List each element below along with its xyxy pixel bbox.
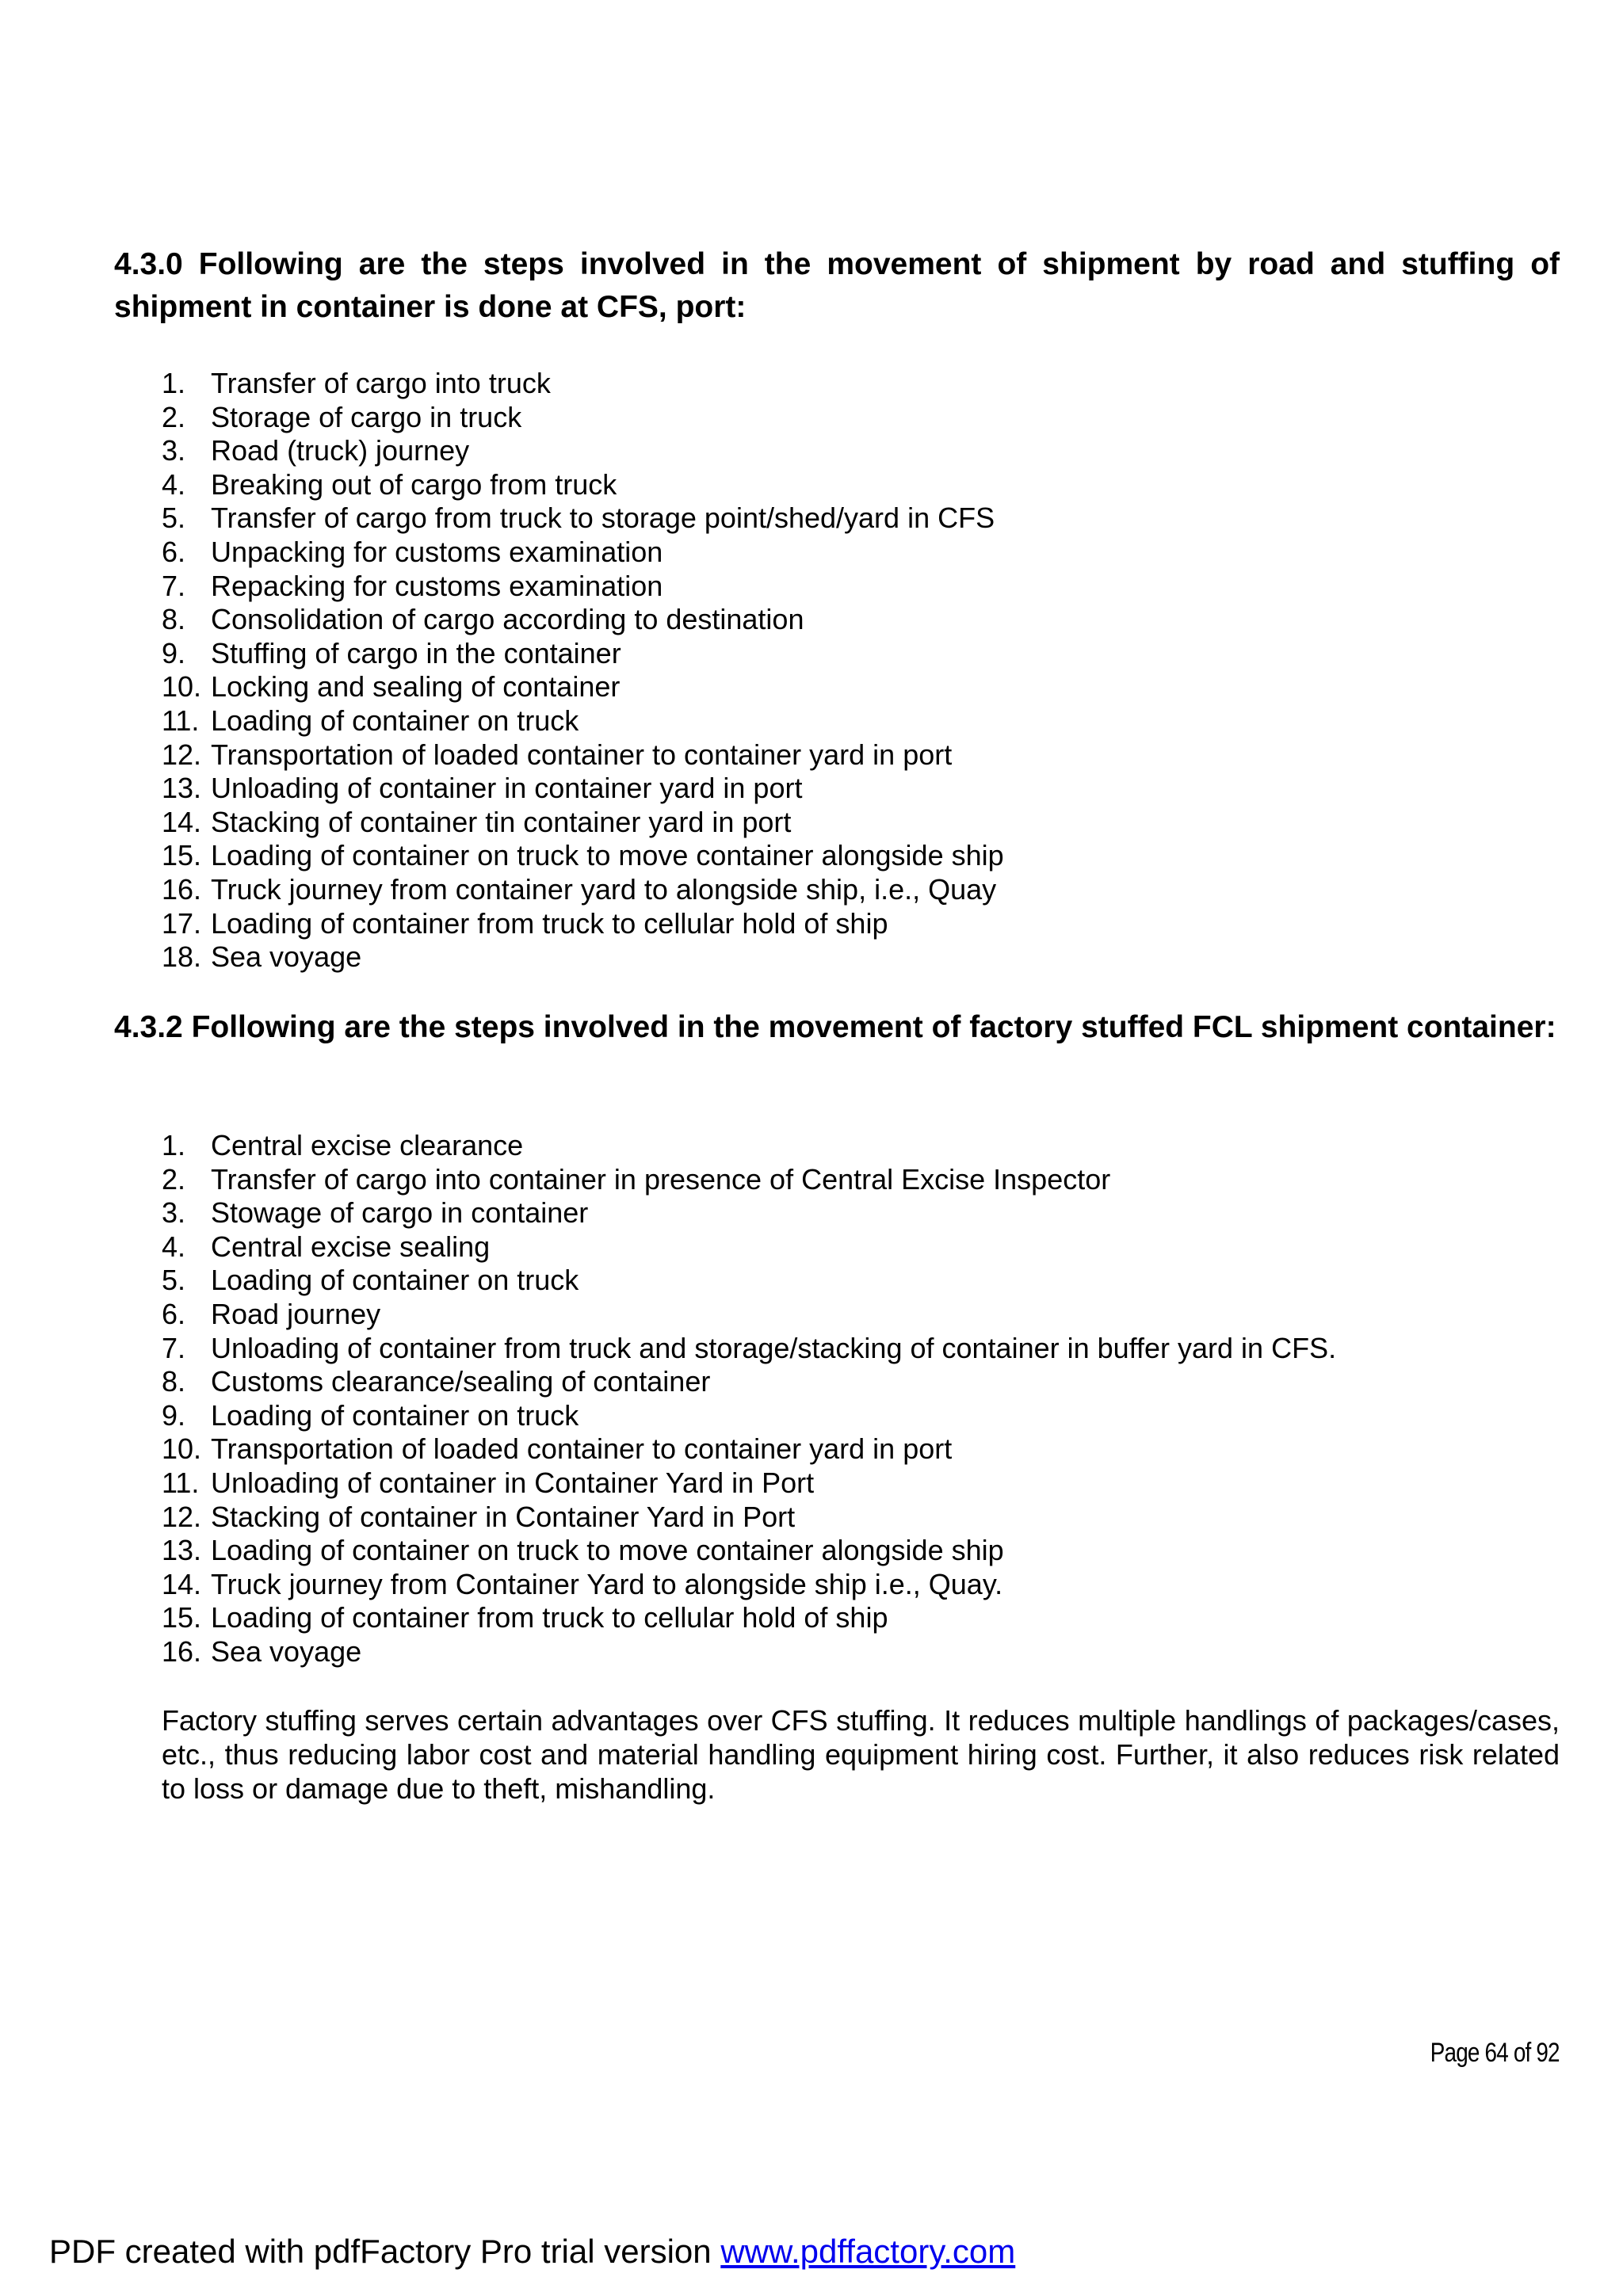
list-item: [162, 603, 1560, 637]
step-text: Road journey: [211, 1297, 381, 1330]
steps-list-factory-stuffed: [162, 1129, 1560, 1669]
step-number: 8.: [162, 603, 186, 636]
step-number: 15.: [162, 1601, 202, 1634]
list-item: [162, 570, 1560, 604]
step-number: 13.: [162, 772, 202, 805]
step-number: 15.: [162, 839, 202, 872]
step-number: 5.: [162, 1264, 186, 1297]
step-text: Breaking out of cargo from truck: [211, 467, 617, 501]
step-text: Customs clearance/sealing of container: [211, 1365, 711, 1398]
list-item: [162, 940, 1560, 974]
list-item: [162, 1298, 1560, 1332]
step-text: Loading of container from truck to cellular hold of ship: [211, 1601, 888, 1634]
step-text: Sea voyage: [211, 1634, 362, 1668]
step-number: 14.: [162, 1567, 202, 1600]
step-text: Unloading of container in Container Yard in Port: [211, 1466, 815, 1499]
list-item: [162, 1432, 1560, 1466]
step-number: 12.: [162, 1500, 202, 1533]
step-number: 7.: [162, 569, 186, 602]
step-number: 12.: [162, 738, 202, 771]
list-item: [162, 907, 1560, 941]
list-item: [162, 1501, 1560, 1535]
step-text: Truck journey from container yard to alongside ship, i.e., Quay: [211, 872, 997, 906]
step-text: Repacking for customs examination: [211, 569, 663, 602]
step-text: Locking and sealing of container: [211, 670, 621, 704]
list-item: [162, 1568, 1560, 1602]
page-number: Page 64 of 92: [1430, 2038, 1560, 2068]
step-number: 11.: [162, 1466, 200, 1499]
step-text: Central excise sealing: [211, 1230, 491, 1263]
step-number: 5.: [162, 502, 186, 535]
pdf-footer: [49, 2233, 1015, 2271]
factory-stuffing-paragraph: Factory stuffing serves certain advantages over CFS stuffing. It reduces multiple handlings of packages/cases, etc., thus reducing labor cost and material handling equipment hiring cost. Further, it also reduces risk related to loss or damage due to theft, mishandling.: [162, 1704, 1560, 1805]
step-number: 9.: [162, 1398, 186, 1432]
footer-text: PDF created with pdfFactory Pro trial version: [49, 2233, 721, 2270]
step-number: 3.: [162, 1196, 186, 1230]
list-item: [162, 468, 1560, 502]
step-number: 3.: [162, 434, 186, 467]
section-heading-4-3-0: 4.3.0 Following are the steps involved in the movement of shipment by road and stuffing of shipment in container is done at CFS, port:: [114, 247, 1560, 324]
section-heading-4-3-2: 4.3.2 Following are the steps involved in the movement of factory stuffed FCL shipment container:: [114, 1010, 1556, 1044]
list-item: [162, 1466, 1560, 1501]
step-text: Loading of container on truck to move container alongside ship: [211, 1534, 1004, 1567]
step-text: Unpacking for customs examination: [211, 535, 663, 568]
step-text: Transfer of cargo into truck: [211, 367, 551, 399]
step-number: 4.: [162, 1230, 186, 1263]
step-number: 2.: [162, 400, 186, 433]
step-number: 10.: [162, 1432, 202, 1466]
step-text: Loading of container on truck: [211, 1264, 579, 1297]
step-number: 17.: [162, 906, 202, 940]
step-text: Loading of container from truck to cellular hold of ship: [211, 906, 888, 940]
list-item: [162, 873, 1560, 907]
step-text: Loading of container on truck to move container alongside ship: [211, 839, 1004, 872]
step-text: Unloading of container in container yard in port: [211, 772, 803, 805]
step-number: 18.: [162, 940, 202, 974]
list-item: [162, 806, 1560, 840]
step-text: Sea voyage: [211, 940, 362, 974]
list-item: [162, 637, 1560, 671]
step-number: 6.: [162, 1297, 186, 1330]
step-number: 11.: [162, 704, 200, 737]
step-text: Loading of container on truck: [211, 1398, 579, 1432]
steps-list-cfs: [162, 367, 1560, 974]
list-item: [162, 1332, 1560, 1366]
step-text: Consolidation of cargo according to destination: [211, 603, 804, 636]
list-item: [162, 1399, 1560, 1433]
step-text: Truck journey from Container Yard to alongside ship i.e., Quay.: [211, 1567, 1003, 1600]
step-text: Stacking of container tin container yard in port: [211, 805, 792, 838]
list-item: [162, 502, 1560, 536]
step-text: Transportation of loaded container to container yard in port: [211, 1432, 953, 1466]
step-text: Transportation of loaded container to container yard in port: [211, 738, 953, 771]
step-text: Road (truck) journey: [211, 434, 470, 467]
list-item: [162, 772, 1560, 806]
step-number: 14.: [162, 805, 202, 838]
step-number: 1.: [162, 367, 186, 399]
list-item: [162, 536, 1560, 570]
step-text: Stacking of container in Container Yard in Port: [211, 1500, 796, 1533]
step-number: 13.: [162, 1534, 202, 1567]
step-number: 8.: [162, 1365, 186, 1398]
step-text: Storage of cargo in truck: [211, 400, 522, 433]
list-item: [162, 1534, 1560, 1568]
step-number: 4.: [162, 467, 186, 501]
step-text: Unloading of container from truck and storage/stacking of container in buffer yard in CFS.: [211, 1331, 1337, 1364]
list-item: [162, 434, 1560, 468]
list-item: [162, 1635, 1560, 1669]
list-item: [162, 367, 1560, 401]
list-item: [162, 1264, 1560, 1298]
step-text: Stuffing of cargo in the container: [211, 636, 621, 669]
step-text: Stowage of cargo in container: [211, 1196, 589, 1230]
list-item: [162, 670, 1560, 704]
step-number: 2.: [162, 1162, 186, 1196]
list-item: [162, 839, 1560, 873]
step-text: Transfer of cargo into container in presence of Central Excise Inspector: [211, 1162, 1111, 1196]
list-item: [162, 1129, 1560, 1163]
list-item: [162, 1601, 1560, 1635]
list-item: [162, 401, 1560, 435]
step-number: 1.: [162, 1129, 186, 1161]
step-number: 9.: [162, 636, 186, 669]
list-item: [162, 704, 1560, 738]
step-number: 7.: [162, 1331, 186, 1364]
footer-link[interactable]: www.pdffactory.com: [720, 2233, 1016, 2270]
step-text: Loading of container on truck: [211, 704, 579, 737]
step-number: 10.: [162, 670, 202, 704]
step-text: Central excise clearance: [211, 1129, 524, 1161]
step-number: 6.: [162, 535, 186, 568]
step-number: 16.: [162, 1634, 202, 1668]
list-item: [162, 738, 1560, 772]
list-item: [162, 1163, 1560, 1197]
step-number: 16.: [162, 872, 202, 906]
list-item: [162, 1196, 1560, 1230]
step-text: Transfer of cargo from truck to storage point/shed/yard in CFS: [211, 502, 995, 535]
list-item: [162, 1365, 1560, 1399]
list-item: [162, 1230, 1560, 1264]
